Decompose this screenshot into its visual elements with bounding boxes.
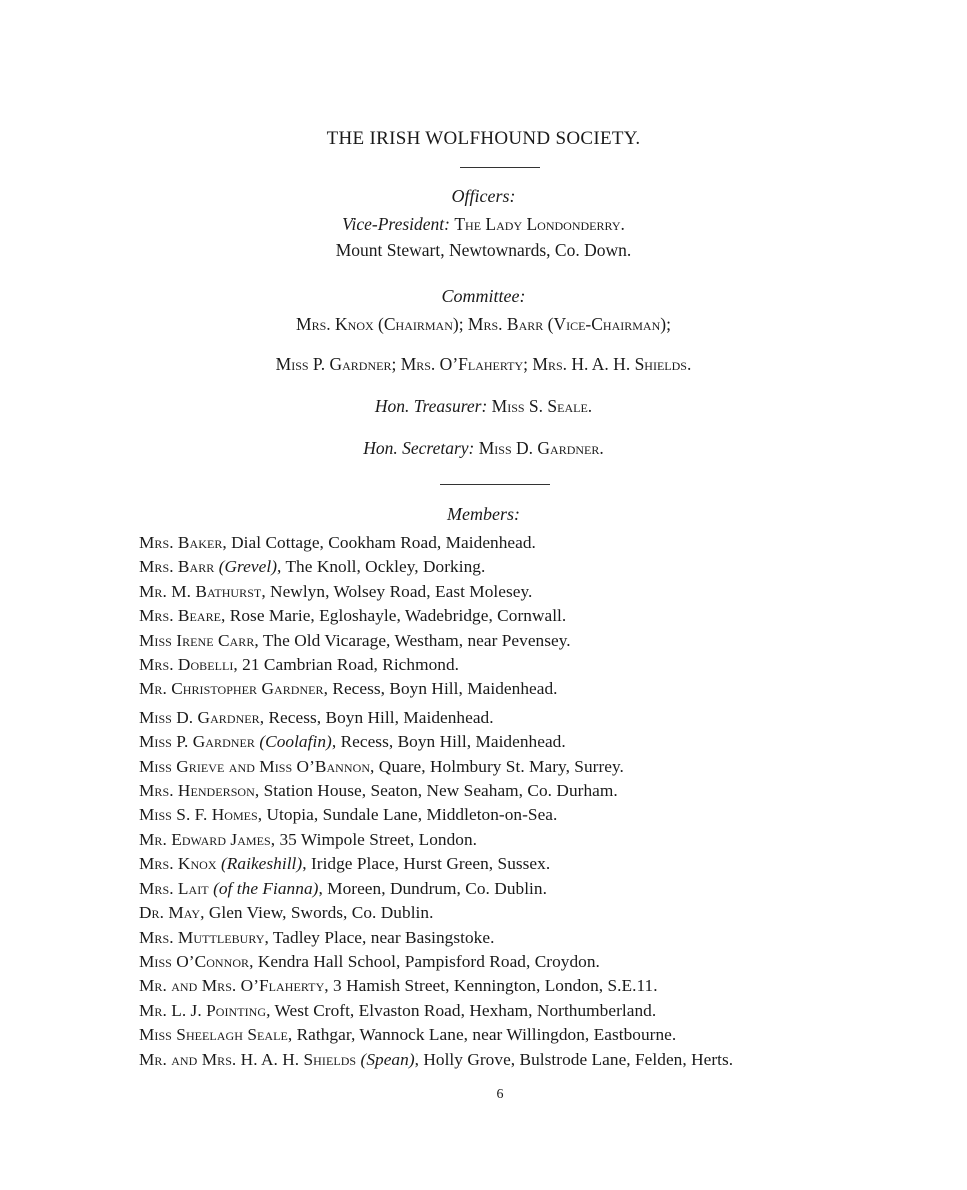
member-address: , Glen View, Swords, Co. Dublin. xyxy=(200,903,434,923)
member-entry xyxy=(139,1048,939,1072)
member-address: , The Knoll, Ockley, Dorking. xyxy=(277,557,486,577)
member-name: Miss Sheelagh Seale xyxy=(139,1025,288,1045)
member-entry xyxy=(139,779,939,803)
member-entry xyxy=(139,828,939,852)
vice-president-address: Mount Stewart, Newtownards, Co. Down. xyxy=(335,240,632,260)
member-entry xyxy=(139,653,939,677)
member-address: , The Old Vicarage, Westham, near Pevensey. xyxy=(254,630,571,650)
member-dog-name: (Coolafin) xyxy=(259,732,332,752)
committee-heading: Committee: xyxy=(441,286,526,306)
vice-president-label: Vice-President: xyxy=(342,214,450,234)
member-name: Mrs. Henderson xyxy=(139,781,255,801)
member-entry xyxy=(139,629,939,653)
member-entry xyxy=(139,755,939,779)
member-address: , Tadley Place, near Basingstoke. xyxy=(264,927,495,947)
member-name: Mr. and Mrs. O’Flaherty xyxy=(139,976,325,996)
member-name: Mrs. Knox xyxy=(139,854,217,874)
member-name: Miss Grieve and Miss O’Bannon xyxy=(139,756,371,776)
member-entry xyxy=(139,926,939,950)
member-name: Miss P. Gardner xyxy=(139,732,255,752)
member-address: , 3 Hamish Street, Kennington, London, S.E.11. xyxy=(324,976,658,996)
member-address: , 21 Cambrian Road, Richmond. xyxy=(233,655,460,675)
member-address: , Station House, Seaton, New Seaham, Co. Durham. xyxy=(254,781,618,801)
member-dog-name: (Raikeshill) xyxy=(221,854,303,874)
page-number: 6 xyxy=(496,1087,504,1102)
member-address: , Utopia, Sundale Lane, Middleton-on-Sea. xyxy=(257,805,558,825)
member-dog-name: (Spean) xyxy=(360,1049,415,1069)
member-address: , Dial Cottage, Cookham Road, Maidenhead. xyxy=(222,533,536,552)
member-address: , Moreen, Dundrum, Co. Dublin. xyxy=(318,878,547,898)
member-address: , Quare, Holmbury St. Mary, Surrey. xyxy=(370,756,624,776)
member-name: Mr. L. J. Pointing xyxy=(139,1000,267,1020)
member-name: Mrs. Barr xyxy=(139,557,215,577)
committee-line-2: Miss P. Gardner; Mrs. O’Flaherty; Mrs. H. A. H. Shields. xyxy=(275,354,692,374)
member-name: Miss D. Gardner xyxy=(139,707,260,727)
member-name: Mrs. Lait xyxy=(139,878,209,898)
member-entry xyxy=(139,877,939,901)
member-name: Miss S. F. Homes xyxy=(139,805,258,825)
member-dog-name: (of the Fianna) xyxy=(213,878,319,898)
member-address: , Rathgar, Wannock Lane, near Willingdon, Eastbourne. xyxy=(287,1025,677,1045)
member-name: Mrs. Baker xyxy=(139,533,223,552)
divider xyxy=(460,167,540,168)
member-name: Mr. Edward James xyxy=(139,829,271,849)
officers-heading: Officers: xyxy=(451,186,516,206)
members-list xyxy=(139,531,939,1072)
member-name: Mr. and Mrs. H. A. H. Shields xyxy=(139,1049,357,1069)
member-address: , Rose Marie, Egloshayle, Wadebridge, Cornwall. xyxy=(221,606,567,626)
member-address: , Kendra Hall School, Pampisford Road, Croydon. xyxy=(249,951,600,971)
member-address: , Iridge Place, Hurst Green, Sussex. xyxy=(302,854,551,874)
member-address: , Recess, Boyn Hill, Maidenhead. xyxy=(259,707,494,727)
member-address: , Holly Grove, Bulstrode Lane, Felden, Herts. xyxy=(414,1049,734,1069)
member-name: Mrs. Muttlebury xyxy=(139,927,265,947)
member-name: Miss O’Connor xyxy=(139,951,250,971)
member-name: Miss Irene Carr xyxy=(139,630,255,650)
member-entry xyxy=(139,580,939,604)
member-address: , Newlyn, Wolsey Road, East Molesey. xyxy=(261,581,533,601)
member-entry xyxy=(139,901,939,925)
committee-line-1: Mrs. Knox (Chairman); Mrs. Barr (Vice-Chairman); xyxy=(296,314,671,334)
member-entry xyxy=(139,677,939,701)
member-name: Mr. Christopher Gardner xyxy=(139,679,324,699)
member-address: , West Croft, Elvaston Road, Hexham, Northumberland. xyxy=(266,1000,657,1020)
member-name: Mrs. Beare xyxy=(139,606,222,626)
member-address: , Recess, Boyn Hill, Maidenhead. xyxy=(331,732,566,752)
member-name: Dr. May xyxy=(139,903,201,923)
treasurer-line xyxy=(0,396,967,417)
member-entry xyxy=(139,1023,939,1047)
page-title: THE IRISH WOLFHOUND SOCIETY. xyxy=(326,128,641,149)
member-entry xyxy=(139,803,939,827)
treasurer-name: Miss S. Seale. xyxy=(491,396,593,416)
vice-president-line xyxy=(0,214,967,235)
member-name: Mr. M. Bathurst xyxy=(139,581,262,601)
member-entry xyxy=(139,974,939,998)
member-address: , 35 Wimpole Street, London. xyxy=(270,829,478,849)
members-heading: Members: xyxy=(447,504,520,524)
vice-president-name: The Lady Londonderry. xyxy=(454,214,625,234)
member-entry xyxy=(139,604,939,628)
member-dog-name: (Grevel) xyxy=(218,557,278,577)
divider xyxy=(440,484,550,485)
secretary-label: Hon. Secretary: xyxy=(363,438,475,458)
secretary-line xyxy=(0,438,967,459)
member-entry xyxy=(139,950,939,974)
member-name: Mrs. Dobelli xyxy=(139,655,234,675)
member-entry xyxy=(139,730,939,754)
member-entry xyxy=(139,706,939,730)
member-address: , Recess, Boyn Hill, Maidenhead. xyxy=(323,679,558,699)
treasurer-label: Hon. Treasurer: xyxy=(374,396,488,416)
member-entry xyxy=(139,555,939,579)
member-entry xyxy=(139,531,939,555)
secretary-name: Miss D. Gardner. xyxy=(478,438,604,458)
member-entry xyxy=(139,852,939,876)
member-entry xyxy=(139,999,939,1023)
